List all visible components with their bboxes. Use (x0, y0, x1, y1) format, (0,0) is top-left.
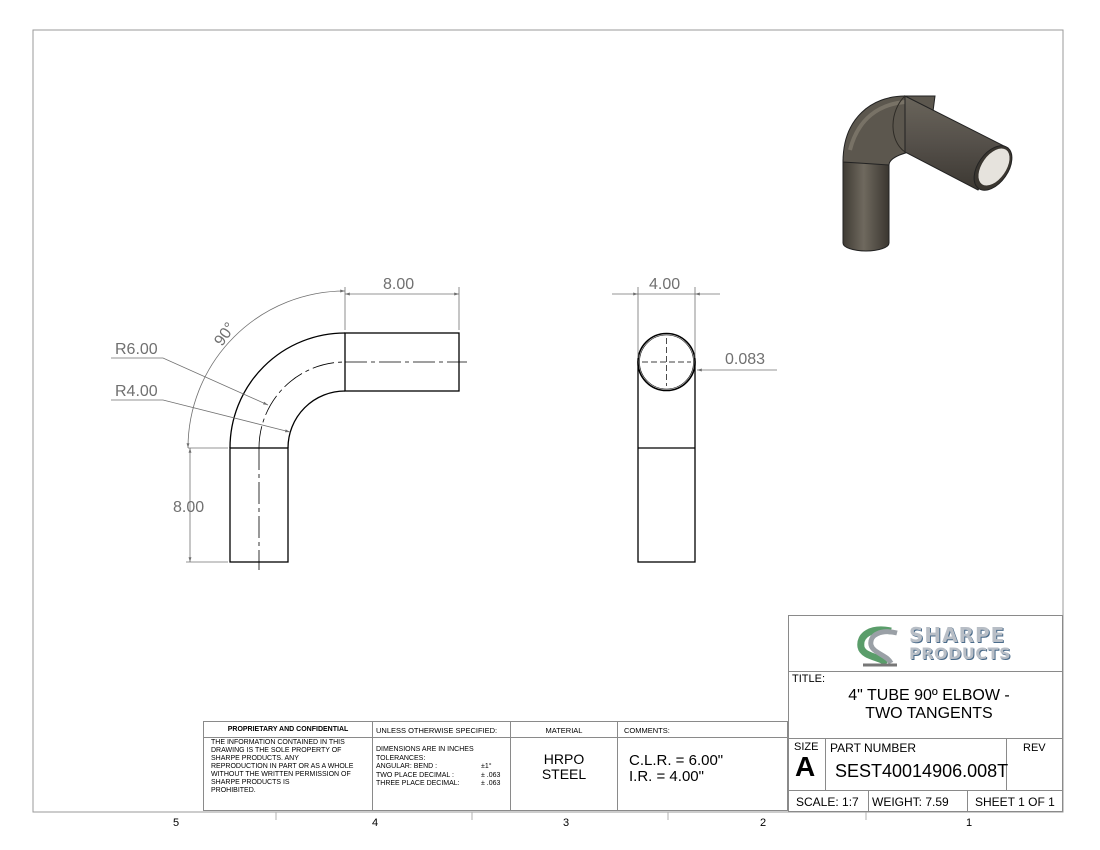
rev-label: REV (1023, 742, 1046, 754)
side-tube-body (638, 362, 695, 562)
part-number: SEST40014906.008T (835, 761, 1009, 781)
title-block (788, 615, 1063, 812)
outer-arc (230, 333, 345, 448)
size-label: SIZE (794, 741, 819, 753)
unless-header: UNLESS OTHERWISE SPECIFIED: (376, 726, 498, 735)
dim-inner-radius-text: R4.00 (115, 383, 158, 400)
comments-header: COMMENTS: (624, 726, 670, 735)
material-header: MATERIAL (545, 726, 583, 735)
company-logo (851, 621, 1012, 671)
weight: WEIGHT: 7.59 (872, 795, 949, 809)
logo-mark (851, 621, 911, 671)
title-label: TITLE: (792, 673, 826, 685)
inner-arc (288, 391, 345, 448)
logo-text-line2: PRODUCTS (909, 644, 1012, 663)
comments-value: C.L.R. = 6.00" I.R. = 4.00" (629, 752, 724, 785)
sheet: SHEET 1 OF 1 (975, 795, 1055, 809)
zone-label: 2 (760, 817, 767, 829)
isometric-view (843, 96, 1020, 251)
dim-bend-angle-text: 90° (211, 319, 240, 350)
zone-label: 4 (372, 817, 379, 829)
drawing-title: 4" TUBE 90º ELBOW - TWO TANGENTS (848, 687, 1010, 722)
zone-label: 3 (563, 817, 570, 829)
scale: SCALE: 1:7 (796, 795, 859, 809)
dim-bend-angle (188, 291, 345, 448)
zone-label: 5 (173, 817, 180, 829)
zone-ticks (276, 812, 866, 820)
dim-wall-text: 0.083 (725, 351, 766, 368)
logo-text-line1: SHARPE (909, 623, 1006, 647)
tolerance-values: ±1° ± .063 ± .063 (481, 763, 501, 787)
dim-diameter-text: 4.00 (649, 276, 681, 293)
dim-vertical-length-text: 8.00 (173, 499, 205, 516)
zone-label: 1 (966, 817, 973, 829)
dim-outer-radius-text: R6.00 (115, 341, 158, 358)
size-value: A (795, 751, 816, 782)
dim-top-length (345, 287, 459, 330)
front-view (230, 333, 459, 562)
notes-block (203, 721, 788, 811)
unless-text: DIMENSIONS ARE IN INCHES TOLERANCES: ANGULAR: BEND : TWO PLACE DECIMAL : THREE PLACE DECIMAL: (376, 746, 474, 787)
material-value: HRPO STEEL (541, 751, 587, 782)
proprietary-header: PROPRIETARY AND CONFIDENTIAL (227, 726, 349, 733)
proprietary-text: THE INFORMATION CONTAINED IN THIS DRAWING IS THE SOLE PROPERTY OF SHARPE PRODUCTS. ANY REPRODUCTION IN PART OR AS A WHOLE WITHOUT THE WRITTEN PERMISSION OF SHARPE PRODUCTS IS PROHIBITED. (211, 739, 354, 794)
part-number-label: PART NUMBER (830, 741, 917, 755)
front-centerlines (259, 362, 467, 570)
dim-top-length-text: 8.00 (383, 276, 415, 293)
